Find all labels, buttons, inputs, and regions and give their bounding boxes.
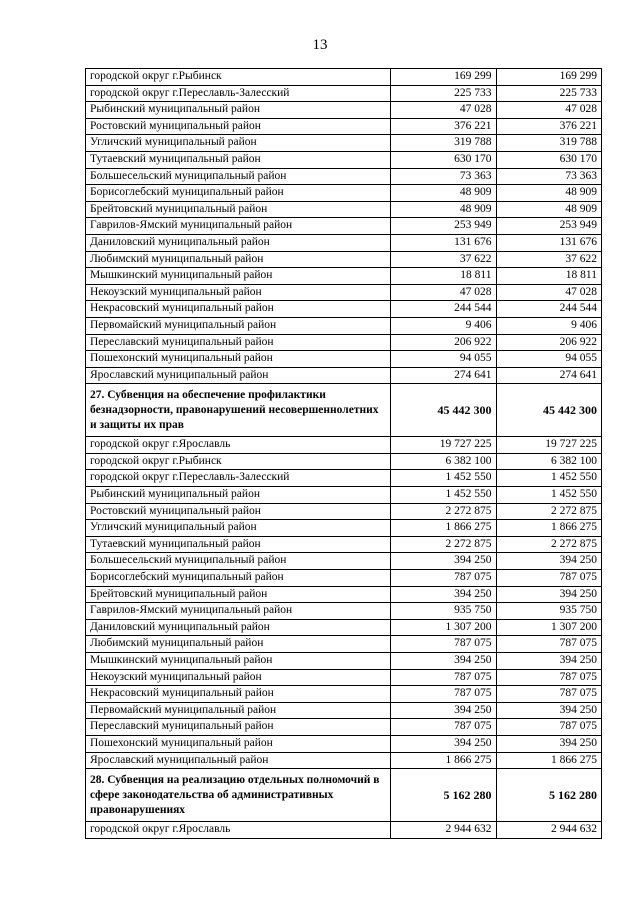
municipality-name: Некрасовский муниципальный район: [86, 301, 391, 318]
table-row: [86, 553, 602, 570]
amount-cell: 45 442 300: [391, 384, 497, 437]
municipality-name: Ростовский муниципальный район: [86, 503, 391, 520]
table-row: [86, 118, 602, 135]
amount-cell: 18 811: [496, 268, 602, 285]
amount-cell: 1 452 550: [496, 470, 602, 487]
municipality-name: Даниловский муниципальный район: [86, 619, 391, 636]
municipality-name: городской округ г.Ярославль: [86, 437, 391, 454]
amount-cell: 47 028: [391, 284, 497, 301]
amount-cell: 1 452 550: [391, 487, 497, 504]
municipality-name: Угличский муниципальный район: [86, 135, 391, 152]
amount-cell: 1 307 200: [496, 619, 602, 636]
amount-cell: 2 272 875: [496, 503, 602, 520]
municipality-name: Ярославский муниципальный район: [86, 752, 391, 769]
municipality-name: Пошехонский муниципальный район: [86, 735, 391, 752]
amount-cell: 2 272 875: [496, 536, 602, 553]
page-number: 13: [312, 37, 328, 53]
amount-cell: 2 272 875: [391, 503, 497, 520]
municipality-name: Большесельский муниципальный район: [86, 168, 391, 185]
amount-cell: 225 733: [496, 85, 602, 102]
municipality-name: Большесельский муниципальный район: [86, 553, 391, 570]
amount-cell: 9 406: [391, 317, 497, 334]
budget-table: [85, 68, 602, 839]
municipality-name: Некоузский муниципальный район: [86, 669, 391, 686]
amount-cell: 394 250: [391, 653, 497, 670]
table-row: [86, 822, 602, 839]
municipality-name: Гаврилов-Ямский муниципальный район: [86, 218, 391, 235]
table-row: [86, 367, 602, 384]
amount-cell: 48 909: [391, 185, 497, 202]
amount-cell: 394 250: [496, 553, 602, 570]
amount-cell: 394 250: [391, 586, 497, 603]
amount-cell: 787 075: [391, 686, 497, 703]
amount-cell: 935 750: [496, 603, 602, 620]
amount-cell: 19 727 225: [496, 437, 602, 454]
amount-cell: 274 641: [496, 367, 602, 384]
amount-cell: 225 733: [391, 85, 497, 102]
municipality-name: Ярославский муниципальный район: [86, 367, 391, 384]
municipality-name: Рыбинский муниципальный район: [86, 102, 391, 119]
amount-cell: 630 170: [496, 151, 602, 168]
table-row: [86, 185, 602, 202]
amount-cell: 47 028: [496, 102, 602, 119]
table-row: [86, 586, 602, 603]
municipality-name: Некрасовский муниципальный район: [86, 686, 391, 703]
table-row: [86, 470, 602, 487]
table-row: [86, 251, 602, 268]
amount-cell: 253 949: [496, 218, 602, 235]
amount-cell: 18 811: [391, 268, 497, 285]
amount-cell: 2 944 632: [391, 822, 497, 839]
table-row: [86, 102, 602, 119]
municipality-name: Рыбинский муниципальный район: [86, 487, 391, 504]
municipality-name: городской округ г.Переславль-Залесский: [86, 85, 391, 102]
table-row: [86, 752, 602, 769]
table-row: [86, 351, 602, 368]
municipality-name: Брейтовский муниципальный район: [86, 586, 391, 603]
amount-cell: 935 750: [391, 603, 497, 620]
table-row: [86, 735, 602, 752]
table-row: [86, 636, 602, 653]
table-row: [86, 487, 602, 504]
table-row: [86, 234, 602, 251]
section-header-row: [86, 769, 602, 822]
table-row: [86, 520, 602, 537]
municipality-name: Пошехонский муниципальный район: [86, 351, 391, 368]
municipality-name: Тутаевский муниципальный район: [86, 536, 391, 553]
amount-cell: 244 544: [391, 301, 497, 318]
amount-cell: 37 622: [496, 251, 602, 268]
amount-cell: 37 622: [391, 251, 497, 268]
table-row: [86, 669, 602, 686]
table-row: [86, 653, 602, 670]
amount-cell: 787 075: [496, 636, 602, 653]
table-row: [86, 619, 602, 636]
table-row: [86, 268, 602, 285]
table-row: [86, 570, 602, 587]
amount-cell: 787 075: [496, 719, 602, 736]
table-row: [86, 437, 602, 454]
amount-cell: 1 452 550: [391, 470, 497, 487]
amount-cell: 5 162 280: [391, 769, 497, 822]
amount-cell: 394 250: [391, 702, 497, 719]
section-title: 28. Субвенция на реализацию отдельных полномочий в сфере законодательства об административных правонарушениях: [86, 769, 391, 822]
amount-cell: 394 250: [391, 553, 497, 570]
municipality-name: Первомайский муниципальный район: [86, 317, 391, 334]
municipality-name: Мышкинский муниципальный район: [86, 653, 391, 670]
amount-cell: 1 307 200: [391, 619, 497, 636]
amount-cell: 48 909: [391, 201, 497, 218]
amount-cell: 787 075: [391, 669, 497, 686]
amount-cell: 376 221: [391, 118, 497, 135]
section-title: 27. Субвенция на обеспечение профилактики безнадзорности, правонарушений несовершеннолетних и защиты их прав: [86, 384, 391, 437]
amount-cell: 376 221: [496, 118, 602, 135]
municipality-name: городской округ г.Ярославль: [86, 822, 391, 839]
table-row: [86, 317, 602, 334]
amount-cell: 2 944 632: [496, 822, 602, 839]
municipality-name: Борисоглебский муниципальный район: [86, 570, 391, 587]
amount-cell: 394 250: [496, 735, 602, 752]
amount-cell: 787 075: [496, 570, 602, 587]
table-row: [86, 201, 602, 218]
amount-cell: 787 075: [391, 719, 497, 736]
table-row: [86, 719, 602, 736]
table-row: [86, 603, 602, 620]
table-row: [86, 151, 602, 168]
municipality-name: городской округ г.Рыбинск: [86, 453, 391, 470]
amount-cell: 48 909: [496, 201, 602, 218]
amount-cell: 787 075: [391, 570, 497, 587]
municipality-name: Ростовский муниципальный район: [86, 118, 391, 135]
amount-cell: 630 170: [391, 151, 497, 168]
table-row: [86, 686, 602, 703]
amount-cell: 9 406: [496, 317, 602, 334]
municipality-name: Борисоглебский муниципальный район: [86, 185, 391, 202]
amount-cell: 319 788: [391, 135, 497, 152]
amount-cell: 787 075: [496, 686, 602, 703]
municipality-name: городской округ г.Переславль-Залесский: [86, 470, 391, 487]
municipality-name: Первомайский муниципальный район: [86, 702, 391, 719]
municipality-name: городской округ г.Рыбинск: [86, 69, 391, 86]
amount-cell: 253 949: [391, 218, 497, 235]
table-row: [86, 503, 602, 520]
table-row: [86, 536, 602, 553]
amount-cell: 1 452 550: [496, 487, 602, 504]
table-row: [86, 168, 602, 185]
amount-cell: 48 909: [496, 185, 602, 202]
amount-cell: 131 676: [391, 234, 497, 251]
amount-cell: 47 028: [391, 102, 497, 119]
municipality-name: Брейтовский муниципальный район: [86, 201, 391, 218]
table-row: [86, 453, 602, 470]
table-row: [86, 334, 602, 351]
amount-cell: 73 363: [496, 168, 602, 185]
table-row: [86, 85, 602, 102]
amount-cell: 787 075: [496, 669, 602, 686]
table-row: [86, 702, 602, 719]
amount-cell: 1 866 275: [496, 520, 602, 537]
amount-cell: 6 382 100: [391, 453, 497, 470]
municipality-name: Некоузский муниципальный район: [86, 284, 391, 301]
municipality-name: Тутаевский муниципальный район: [86, 151, 391, 168]
amount-cell: 1 866 275: [391, 752, 497, 769]
amount-cell: 45 442 300: [496, 384, 602, 437]
amount-cell: 2 272 875: [391, 536, 497, 553]
amount-cell: 1 866 275: [391, 520, 497, 537]
amount-cell: 244 544: [496, 301, 602, 318]
amount-cell: 319 788: [496, 135, 602, 152]
municipality-name: Мышкинский муниципальный район: [86, 268, 391, 285]
amount-cell: 94 055: [496, 351, 602, 368]
amount-cell: 47 028: [496, 284, 602, 301]
amount-cell: 5 162 280: [496, 769, 602, 822]
amount-cell: 394 250: [391, 735, 497, 752]
table-row: [86, 69, 602, 86]
amount-cell: 394 250: [496, 586, 602, 603]
section-header-row: [86, 384, 602, 437]
amount-cell: 6 382 100: [496, 453, 602, 470]
table-row: [86, 218, 602, 235]
municipality-name: Даниловский муниципальный район: [86, 234, 391, 251]
municipality-name: Угличский муниципальный район: [86, 520, 391, 537]
amount-cell: 274 641: [391, 367, 497, 384]
municipality-name: Переславский муниципальный район: [86, 719, 391, 736]
amount-cell: 94 055: [391, 351, 497, 368]
amount-cell: 73 363: [391, 168, 497, 185]
table-body: [86, 69, 602, 839]
table-row: [86, 135, 602, 152]
municipality-name: Переславский муниципальный район: [86, 334, 391, 351]
amount-cell: 169 299: [496, 69, 602, 86]
amount-cell: 787 075: [391, 636, 497, 653]
amount-cell: 1 866 275: [496, 752, 602, 769]
amount-cell: 19 727 225: [391, 437, 497, 454]
table-row: [86, 284, 602, 301]
municipality-name: Гаврилов-Ямский муниципальный район: [86, 603, 391, 620]
municipality-name: Любимский муниципальный район: [86, 636, 391, 653]
amount-cell: 131 676: [496, 234, 602, 251]
amount-cell: 206 922: [496, 334, 602, 351]
amount-cell: 394 250: [496, 653, 602, 670]
amount-cell: 206 922: [391, 334, 497, 351]
amount-cell: 169 299: [391, 69, 497, 86]
municipality-name: Любимский муниципальный район: [86, 251, 391, 268]
table-row: [86, 301, 602, 318]
amount-cell: 394 250: [496, 702, 602, 719]
